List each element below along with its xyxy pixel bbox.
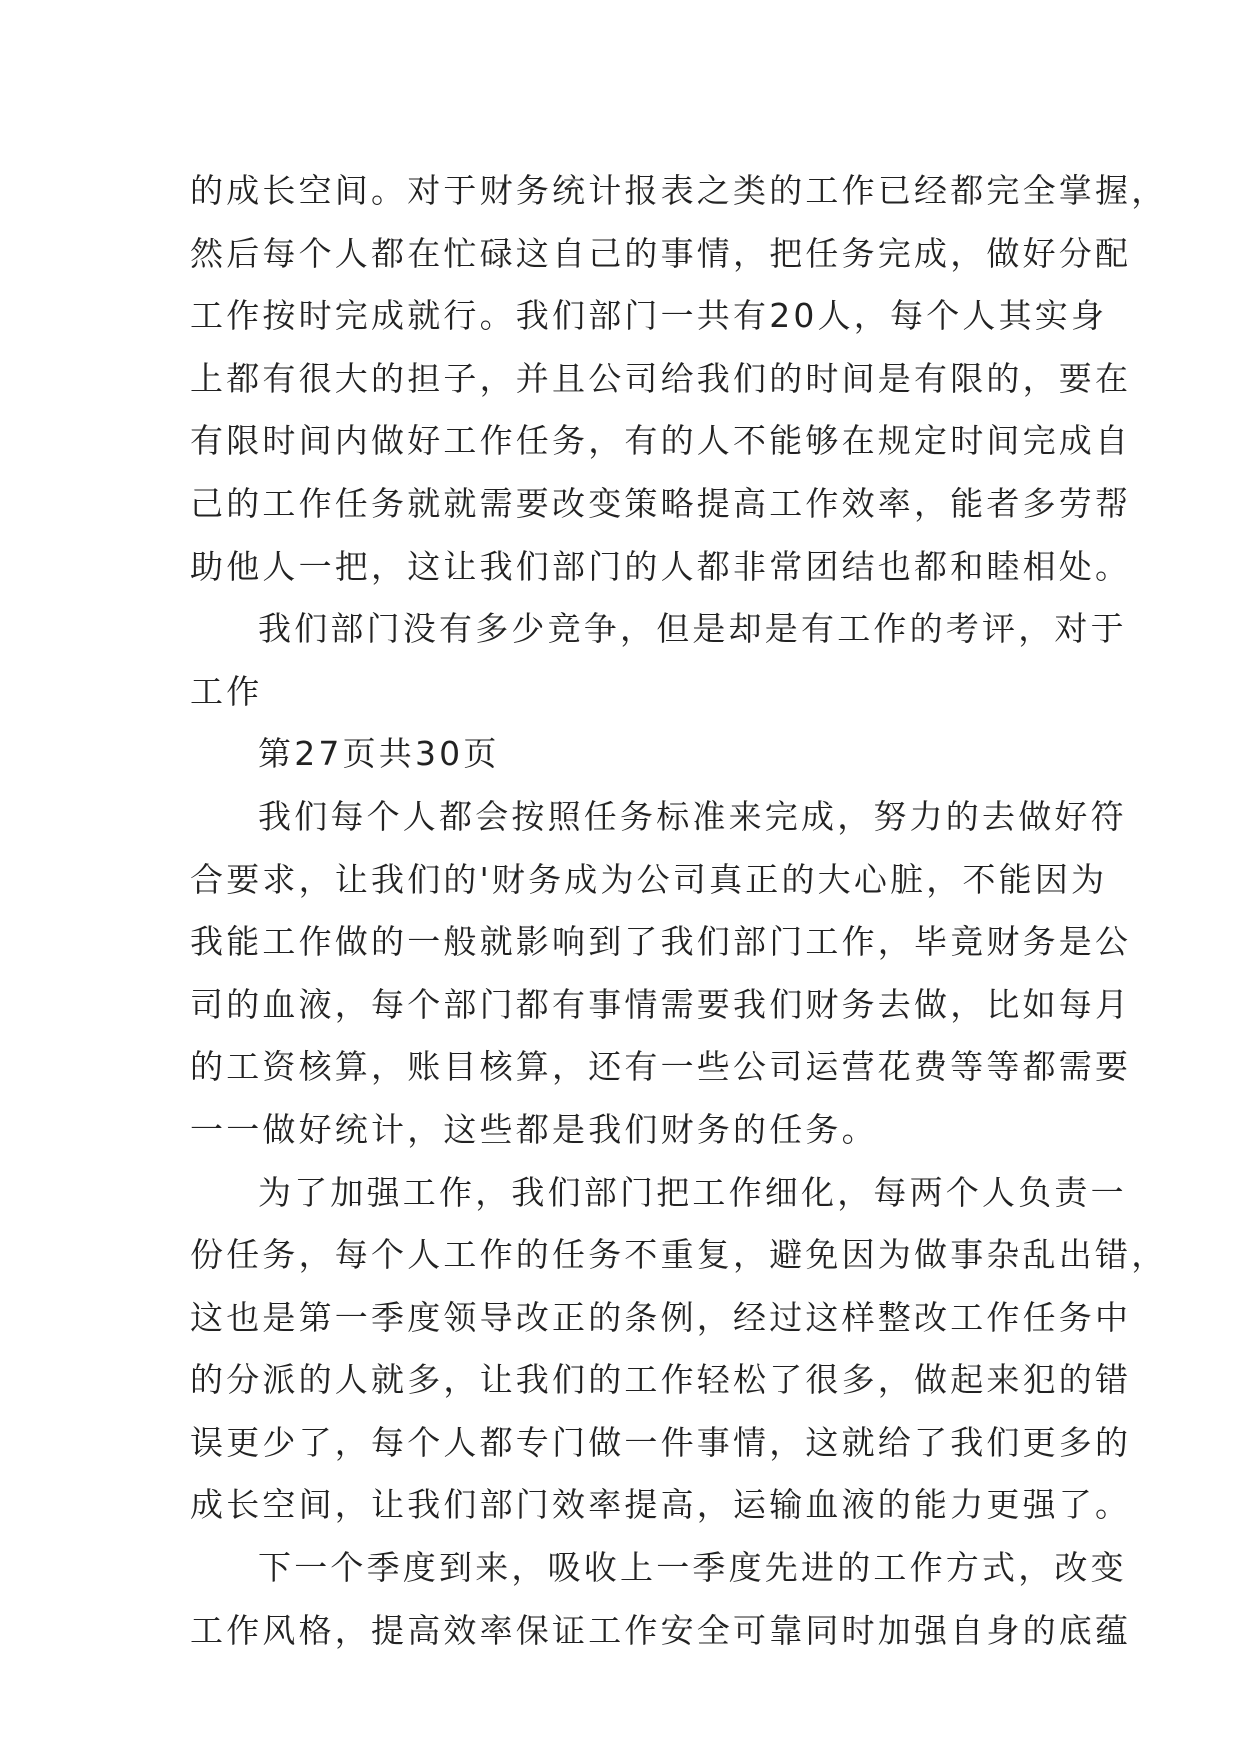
page-number-marker: 第27页共30页 xyxy=(258,734,500,774)
text-line: 份任务，每个人工作的任务不重复，避免因为做事杂乱出错， xyxy=(190,1235,1168,1275)
text-line: 己的工作任务就就需要改变策略提高工作效率，能者多劳帮 xyxy=(190,483,1132,523)
text-line: 一一做好统计，这些都是我们财务的任务。 xyxy=(190,1109,878,1149)
paragraph-start-line: 我们部门没有多少竞争，但是却是有工作的考评，对于 xyxy=(258,609,1127,649)
text-line: 工作风格，提高效率保证工作安全可靠同时加强自身的底蕴 xyxy=(190,1610,1132,1650)
text-line: 然后每个人都在忙碌这自己的事情，把任务完成，做好分配 xyxy=(190,233,1132,273)
text-line: 上都有很大的担子，并且公司给我们的时间是有限的，要在 xyxy=(190,358,1132,398)
paragraph-start-line: 为了加强工作，我们部门把工作细化，每两个人负责一 xyxy=(258,1172,1127,1212)
text-line: 助他人一把，这让我们部门的人都非常团结也都和睦相处。 xyxy=(190,546,1132,586)
text-line: 合要求，让我们的'财务成为公司真正的大心脏，不能因为 xyxy=(190,859,1108,899)
text-line: 的工资核算，账目核算，还有一些公司运营花费等等都需要 xyxy=(190,1047,1132,1087)
body-text xyxy=(190,160,1168,1662)
text-line: 的成长空间。对于财务统计报表之类的工作已经都完全掌握， xyxy=(190,171,1168,210)
text-line: 误更少了，每个人都专门做一件事情，这就给了我们更多的 xyxy=(190,1422,1132,1462)
text-line: 工作 xyxy=(190,671,263,711)
text-line: 司的血液，每个部门都有事情需要我们财务去做，比如每月 xyxy=(190,984,1132,1024)
text-line: 成长空间，让我们部门效率提高，运输血液的能力更强了。 xyxy=(190,1485,1132,1525)
text-line: 我能工作做的一般就影响到了我们部门工作，毕竟财务是公 xyxy=(190,922,1132,962)
text-line: 工作按时完成就行。我们部门一共有20人，每个人其实身 xyxy=(190,296,1108,336)
text-line: 这也是第一季度领导改正的条例，经过这样整改工作任务中 xyxy=(190,1297,1132,1337)
paragraph-start-line: 我们每个人都会按照任务标准来完成，努力的去做好符 xyxy=(258,796,1127,836)
text-line: 的分派的人就多，让我们的工作轻松了很多，做起来犯的错 xyxy=(190,1360,1132,1400)
paragraph-start-line: 下一个季度到来，吸收上一季度先进的工作方式，改变 xyxy=(258,1548,1127,1588)
text-line: 有限时间内做好工作任务，有的人不能够在规定时间完成自 xyxy=(190,421,1132,461)
